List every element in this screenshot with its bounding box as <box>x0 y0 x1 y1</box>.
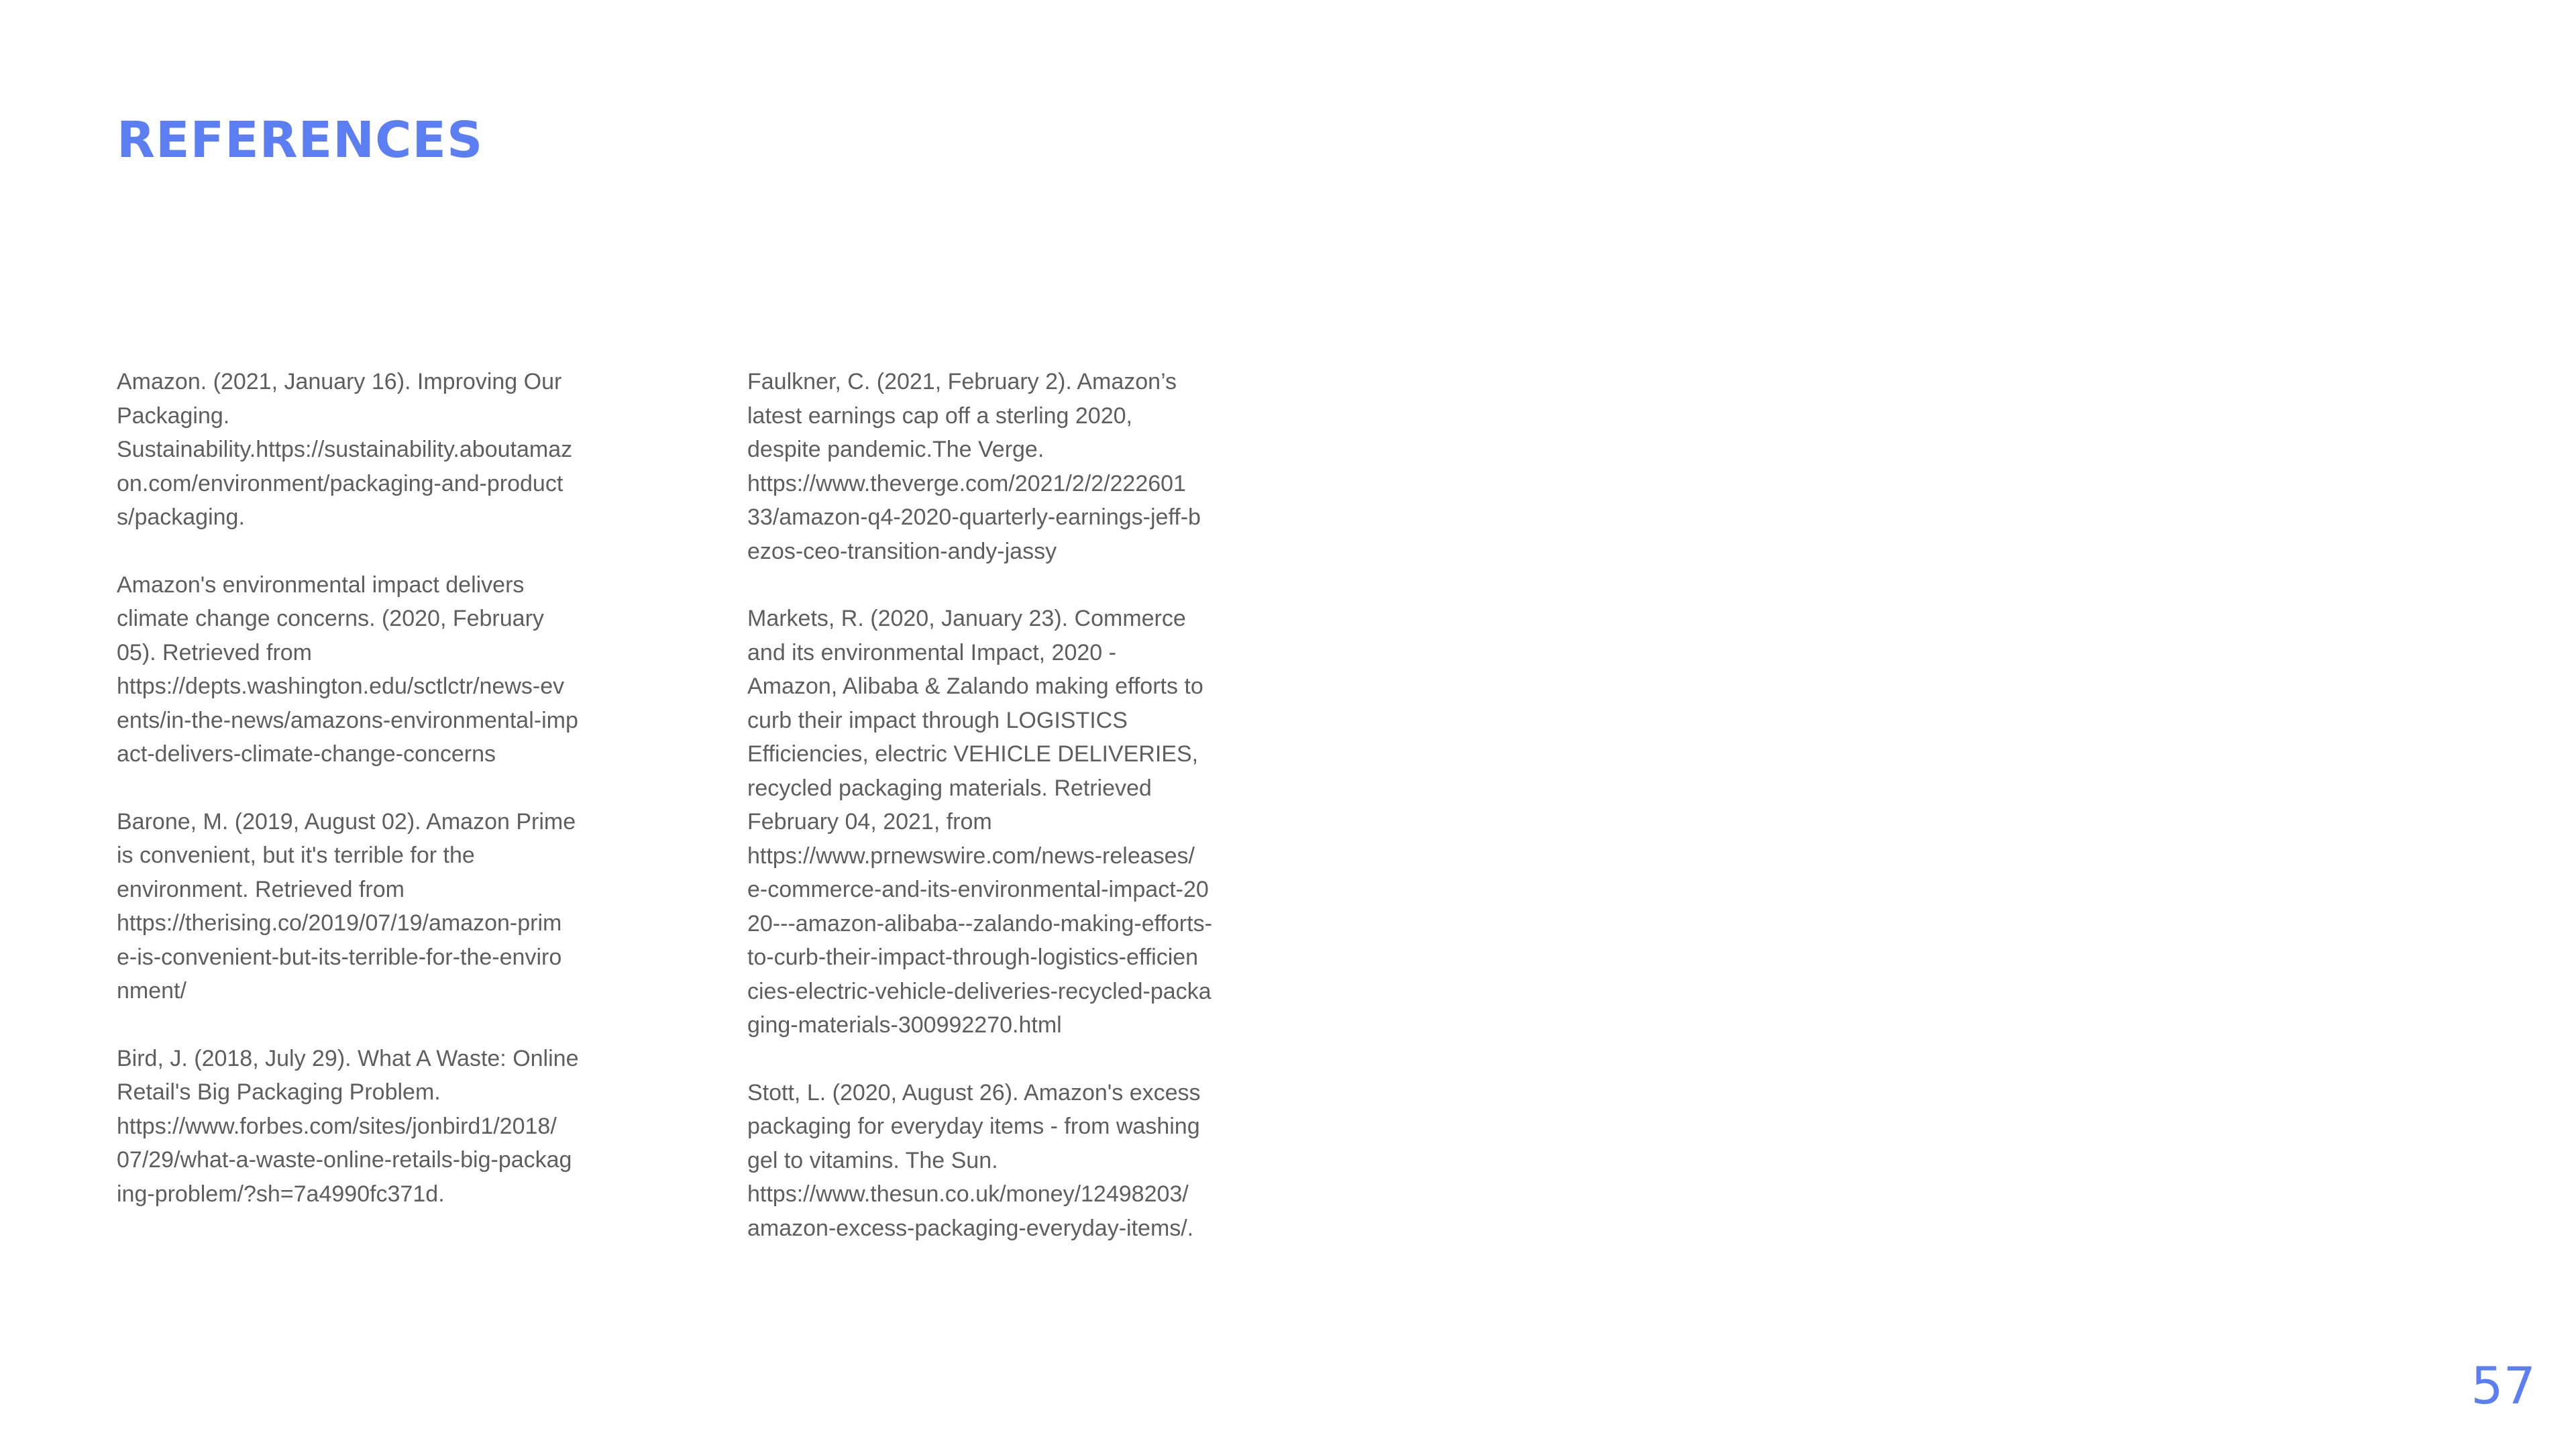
reference-entry: Faulkner, C. (2021, February 2). Amazon’s latest earnings cap off a sterling 2020, despite pandemic.The Verge. https://www.theverge.com/2021/2/2/222601 33/amazon-q4-2020-quarterly-earnings-jeff-b ezos-ceo-transition-andy-jassy <box>747 369 1201 564</box>
reference-entry: Barone, M. (2019, August 02). Amazon Prime is convenient, but it's terrible for the environment. Retrieved from https://therising.co/2019/07/19/amazon-prim e-is-convenient-but-its-terrible-for-the-enviro nment/ <box>117 808 576 1004</box>
reference-entry: Stott, L. (2020, August 26). Amazon's excess packaging for everyday items - from washing gel to vitamins. The Sun. https://www.thesun.co.uk/money/12498203/ amazon-excess-packaging-everyday-items/. <box>747 1079 1201 1241</box>
page-number: 57 <box>2471 1356 2536 1415</box>
reference-entry: Bird, J. (2018, July 29). What A Waste: Online Retail's Big Packaging Problem. https://www.forbes.com/sites/jonbird1/2018/ 07/29/what-a-waste-online-retails-big-packag ing-problem/?sh=7a4990fc371d. <box>117 1045 579 1207</box>
reference-entry: Amazon. (2021, January 16). Improving Our Packaging. Sustainability.https://sustainability.aboutamaz on.com/environment/packaging-and-product s/packaging. <box>117 369 573 530</box>
reference-entry: Amazon's environmental impact delivers climate change concerns. (2020, February 05). Retrieved from https://depts.washington.edu/sctlctr/news-ev ents/in-the-news/amazons-environmental-imp act-delivers-climate-change-concerns <box>117 572 578 767</box>
page-title: REFERENCES <box>117 111 484 169</box>
reference-entry: Markets, R. (2020, January 23). Commerce and its environmental Impact, 2020 - Amazon, Alibaba & Zalando making efforts to curb their impact through LOGISTICS Efficiencies, electric VEHICLE DELIVERIES, recycled packaging materials. Retrieved February 04, 2021, from https://www.prnewswire.com/news-releases/ e-commerce-and-its-environmental-impact-20 20---amazon-alibaba--zalando-making-efforts- to-curb-their-impact-through-logistics-efficien cies-electric-vehicle-deliveries-recycled-packa ging-materials-300992270.html <box>747 606 1212 1038</box>
references-column-right <box>747 365 1257 1279</box>
references-column-left <box>117 365 627 1244</box>
